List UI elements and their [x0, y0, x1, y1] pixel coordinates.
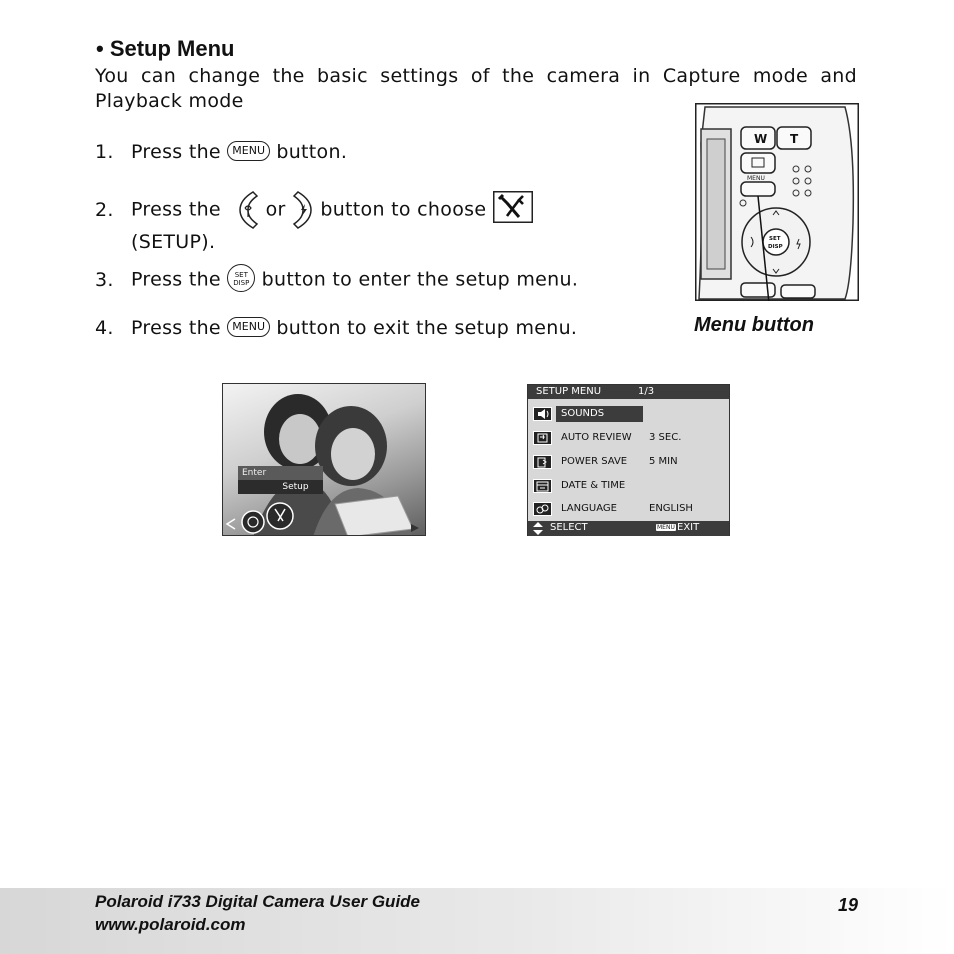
- speaker-icon: [533, 407, 552, 421]
- menu-row-value: 3 SEC.: [649, 432, 682, 443]
- menu-row-label: POWER SAVE: [561, 456, 628, 467]
- playback-button: [741, 153, 775, 173]
- zoom-w-label: W: [754, 132, 768, 146]
- setup-menu-item[interactable]: Setup: [238, 480, 323, 494]
- menu-row-label: SOUNDS: [561, 408, 605, 419]
- camera-menu-label: MENU: [747, 175, 765, 182]
- photo-lcd-screen: [222, 383, 426, 536]
- website-link[interactable]: www.polaroid.com: [95, 915, 246, 934]
- right-flash-button-icon: [292, 190, 314, 230]
- menu-row-value: 5 MIN: [649, 456, 678, 467]
- footer-text: [95, 890, 420, 936]
- setup-menu-header: [528, 385, 729, 399]
- left-arrow-icon: [227, 519, 235, 529]
- step-1: [95, 140, 347, 165]
- camera-disp-label: DISP: [768, 244, 783, 250]
- menu-key-tag: MENU: [657, 524, 675, 531]
- zoom-t-label: T: [790, 132, 799, 146]
- step-text: Press the: [131, 268, 221, 291]
- calendar-icon: [533, 479, 552, 493]
- guide-title: Polaroid i733 Digital Camera User Guide: [95, 892, 421, 911]
- menu-row-date-time[interactable]: [528, 477, 729, 495]
- select-hint: SELECT: [550, 522, 588, 533]
- step-text: button to enter the setup menu.: [261, 268, 579, 291]
- section-heading: • Setup Menu: [96, 36, 235, 61]
- menu-row-value: ENGLISH: [649, 503, 693, 514]
- camera-menu-button: [741, 182, 775, 196]
- step-number: 3.: [95, 268, 114, 291]
- step-text: Press the: [131, 141, 221, 163]
- menu-row-sounds[interactable]: [528, 405, 729, 423]
- step-4: [95, 316, 577, 341]
- menu-row-label: LANGUAGE: [561, 503, 617, 514]
- step-text: (SETUP).: [131, 231, 216, 253]
- menu-button-glyph: MENU: [227, 141, 270, 161]
- menu-row-label: AUTO REVIEW: [561, 432, 632, 443]
- camera-back-illustration: [695, 103, 859, 301]
- step-text: button.: [276, 141, 348, 163]
- menu-row-auto-review[interactable]: [528, 429, 729, 447]
- review-icon: [533, 431, 552, 445]
- setup-menu-page: 1/3: [638, 386, 655, 397]
- menu-row-label: DATE & TIME: [561, 480, 626, 491]
- enter-menu-item[interactable]: Enter: [238, 466, 323, 480]
- step-number: 2.: [95, 198, 114, 221]
- step-2: [95, 190, 533, 255]
- setup-menu-screen: [527, 384, 730, 536]
- intro-paragraph: You can change the basic settings of the camera in Capture mode and Playback mode: [95, 65, 857, 112]
- menu-row-language[interactable]: [528, 500, 729, 518]
- setup-menu-title: SETUP MENU: [536, 386, 602, 397]
- step-text: or: [265, 198, 286, 221]
- camera-set-label: SET: [769, 236, 781, 242]
- right-arrow-icon: [411, 524, 419, 532]
- step-text: Press the: [131, 198, 221, 221]
- menu-button-glyph: MENU: [227, 317, 270, 337]
- page-number: 19: [838, 895, 859, 915]
- set-disp-button-glyph: SET DISP: [227, 264, 255, 292]
- step-text: button to exit the setup menu.: [276, 317, 578, 339]
- photo-screen-controls: [223, 498, 426, 536]
- battery-icon: [533, 455, 552, 469]
- step-number: 4.: [95, 317, 114, 339]
- menu-row-power-save[interactable]: [528, 453, 729, 471]
- exit-hint: EXIT: [677, 522, 700, 533]
- step-text: Press the: [131, 317, 221, 339]
- step-text: button to choose: [320, 198, 487, 221]
- menu-button-caption: Menu button: [694, 314, 814, 336]
- left-macro-button-icon: [237, 190, 259, 230]
- playback-mode-icon: [242, 511, 264, 533]
- step-number: 1.: [95, 141, 114, 163]
- setup-tools-icon: [493, 191, 533, 223]
- step-3: [95, 266, 578, 294]
- language-icon: [533, 502, 552, 516]
- up-down-arrows-icon: [532, 522, 544, 535]
- setup-menu-footer: [528, 521, 729, 536]
